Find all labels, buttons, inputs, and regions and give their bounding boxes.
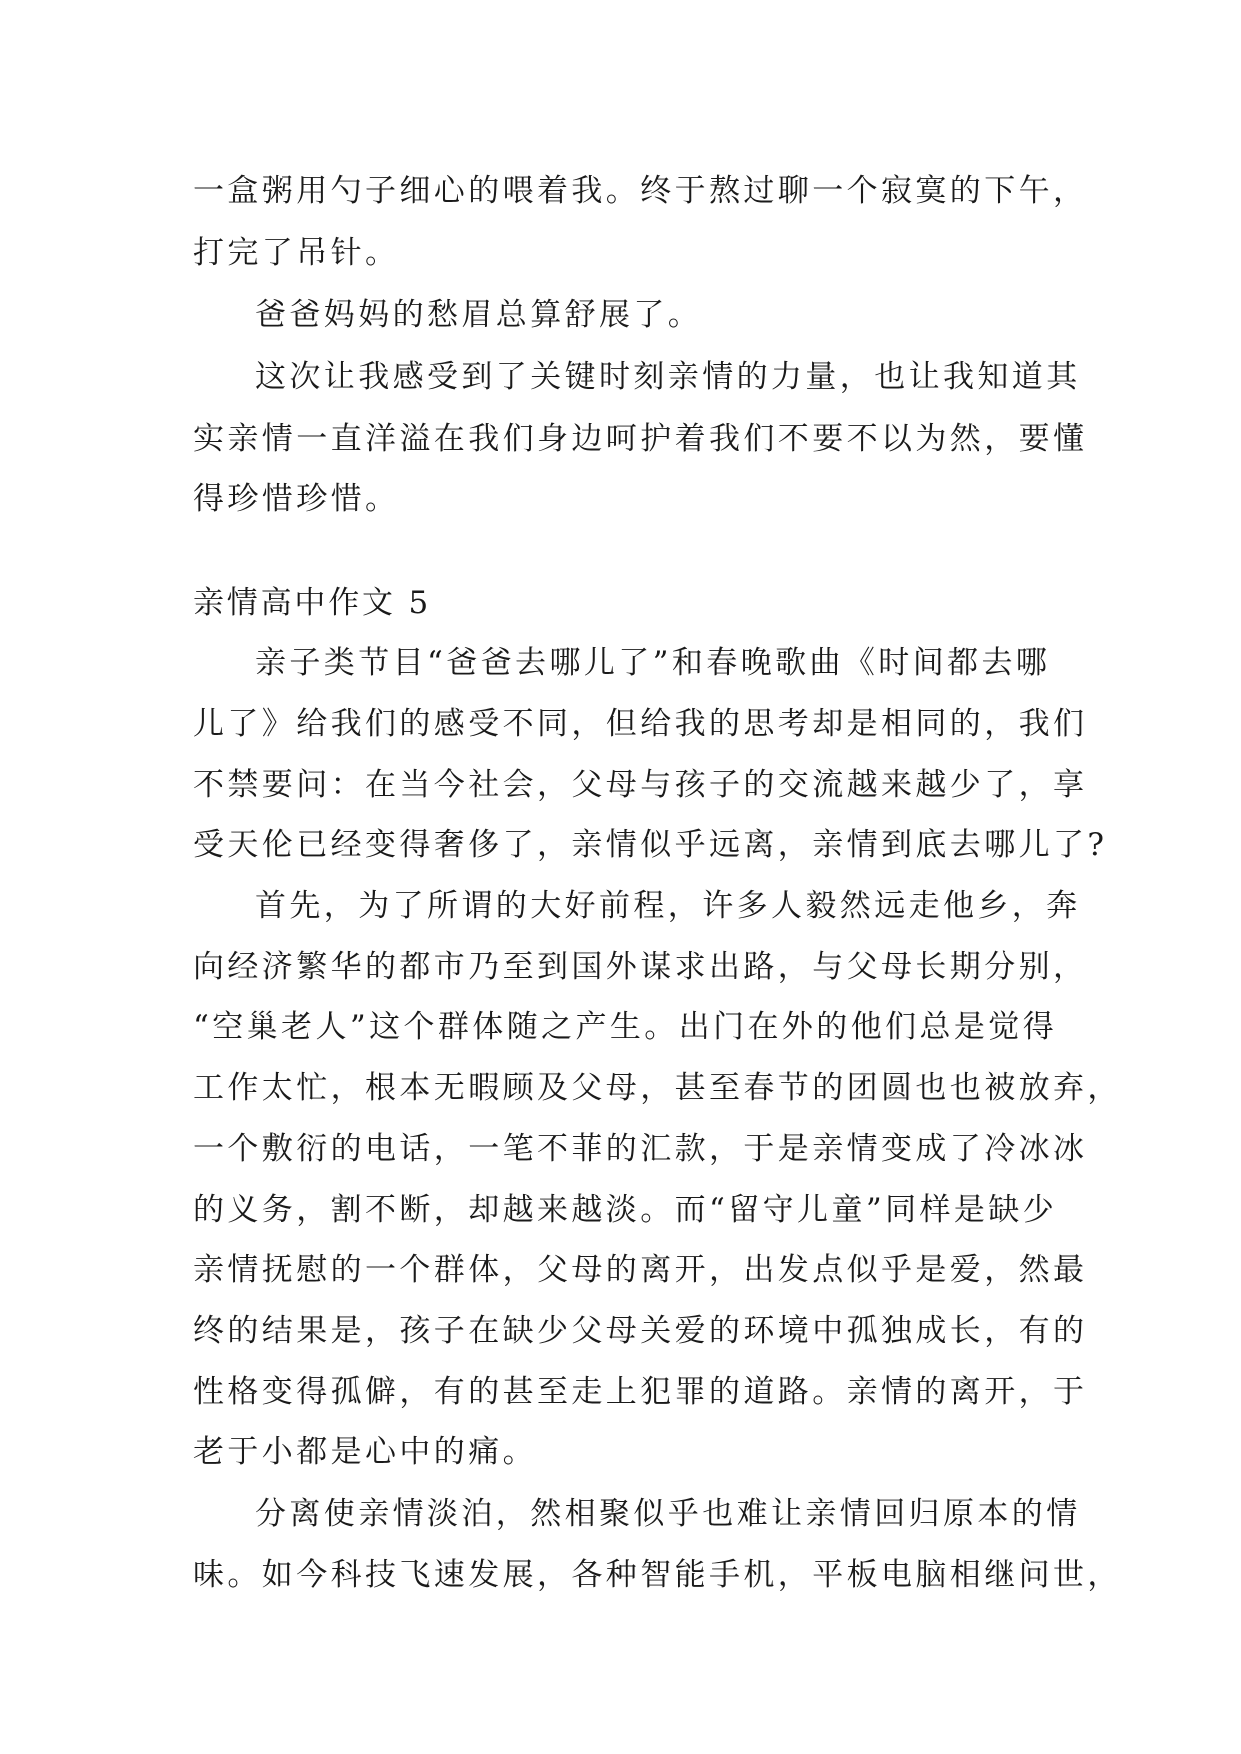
text-line: 性格变得孤僻，有的甚至走上犯罪的道路。亲情的离开，于 [193, 1374, 1088, 1410]
paragraph-start: 这次让我感受到了关键时刻亲情的力量，也让我知道其 [255, 359, 1081, 395]
text-line: 实亲情一直洋溢在我们身边呵护着我们不要不以为然，要懂 [193, 421, 1088, 457]
text-line: 一个敷衍的电话，一笔不菲的汇款，于是亲情变成了冷冰冰 [193, 1131, 1088, 1167]
text-line: 向经济繁华的都市乃至到国外谋求出路，与父母长期分别， [193, 949, 1088, 985]
text-line: 不禁要问：在当今社会，父母与孩子的交流越来越少了，享 [193, 767, 1088, 803]
paragraph-start: 首先，为了所谓的大好前程，许多人毅然远走他乡，奔 [255, 888, 1081, 924]
text-line: 的义务，割不断，却越来越淡。而“留守儿童”同样是缺少 [193, 1192, 1058, 1228]
text-line: 得珍惜珍惜。 [193, 481, 400, 517]
text-line: 味。如今科技飞速发展，各种智能手机，平板电脑相继问世， [193, 1557, 1122, 1593]
text-line: 受天伦已经变得奢侈了，亲情似乎远离，亲情到底去哪儿了? [193, 827, 1108, 863]
paragraph-start: 分离使亲情淡泊，然相聚似乎也难让亲情回归原本的情 [255, 1496, 1081, 1532]
text-line: 老于小都是心中的痛。 [193, 1434, 537, 1470]
text-line: 儿了》给我们的感受不同，但给我的思考却是相同的，我们 [193, 706, 1088, 742]
paragraph-start: 亲子类节目“爸爸去哪儿了”和春晚歌曲《时间都去哪 [255, 645, 1051, 681]
text-line: 一盒粥用勺子细心的喂着我。终于熬过聊一个寂寞的下午， [193, 173, 1088, 209]
paragraph-start: 爸爸妈妈的愁眉总算舒展了。 [255, 297, 703, 333]
text-line: “空巢老人”这个群体随之产生。出门在外的他们总是觉得 [193, 1009, 1058, 1045]
text-line: 亲情抚慰的一个群体，父母的离开，出发点似乎是爱，然最 [193, 1252, 1088, 1288]
section-heading: 亲情高中作文 5 [193, 585, 431, 621]
text-line: 终的结果是，孩子在缺少父母关爱的环境中孤独成长，有的 [193, 1313, 1088, 1349]
text-line: 工作太忙，根本无暇顾及父母，甚至春节的团圆也也被放弃， [193, 1070, 1122, 1106]
text-line: 打完了吊针。 [193, 235, 400, 271]
